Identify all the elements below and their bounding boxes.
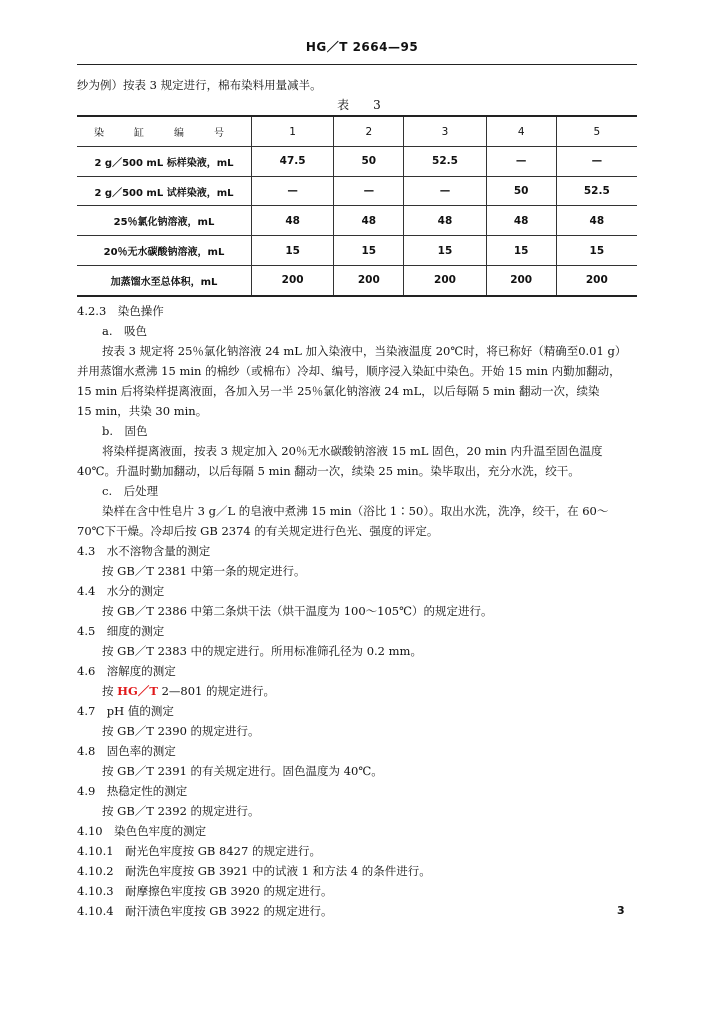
- section-heading-4-4: 4.4 水分的测定: [77, 584, 165, 598]
- table-cell: 200: [556, 265, 637, 296]
- table-cell: 48: [334, 206, 404, 236]
- section-heading-4-7: 4.7 pH 值的测定: [77, 704, 174, 718]
- table-cell: 50: [486, 176, 556, 206]
- table-cell: 48: [556, 206, 637, 236]
- table-cell: 48: [404, 206, 486, 236]
- paragraph-line: 按表 3 规定将 25％氯化钠溶液 24 mL 加入染液中，当染液温度 20℃时，将已称好（精确至0.01 g）: [102, 344, 627, 358]
- table-header-row: [77, 116, 637, 147]
- table-cell: 200: [334, 265, 404, 296]
- section-heading-4-5: 4.5 细度的测定: [77, 624, 165, 638]
- intro-line: 纱为例）按表 3 规定进行，棉布染料用量减半。: [77, 78, 322, 92]
- row-label: 2 g／500 mL 试样染液，mL: [77, 176, 252, 206]
- table-cell: 15: [404, 236, 486, 266]
- page-number: 3: [617, 904, 625, 917]
- paragraph-line: 按 GB／T 2386 中第二条烘干法（烘干温度为 100～105℃）的规定进行。: [102, 604, 493, 618]
- paragraph-line: 15 min，共染 30 min。: [77, 404, 208, 418]
- paragraph-line: 染样在含中性皂片 3 g／L 的皂液中煮沸 15 min（浴比 1∶50）。取出水洗，洗净，绞干，在 60～: [102, 504, 609, 518]
- column-header: 3: [404, 116, 486, 147]
- column-header: 1: [252, 116, 334, 147]
- highlighted-standard-code: HG／T: [117, 684, 158, 698]
- section-heading-4-6: 4.6 溶解度的测定: [77, 664, 176, 678]
- table-cell: —: [334, 176, 404, 206]
- standard-code-header: HG／T 2664—95: [305, 40, 419, 54]
- table-cell: —: [252, 176, 334, 206]
- subsection-a: a. 吸色: [102, 324, 148, 338]
- table-cell: 50: [334, 147, 404, 177]
- table-row: [77, 206, 637, 236]
- table-3: [77, 115, 637, 297]
- paragraph-line: 按 GB／T 2383 中的规定进行。所用标准筛孔径为 0.2 mm。: [102, 644, 422, 658]
- table-cell: 52.5: [556, 176, 637, 206]
- table-caption: 表 3: [337, 98, 387, 112]
- paragraph-line: 将染样提离液面，按表 3 规定加入 20％无水碳酸钠溶液 15 mL 固色，20 min 内升温至固色温度: [102, 444, 603, 458]
- table-cell: 15: [334, 236, 404, 266]
- row-label: 2 g／500 mL 标样染液，mL: [77, 147, 252, 177]
- paragraph-line: 按 GB／T 2390 的规定进行。: [102, 724, 260, 738]
- section-heading-4-8: 4.8 固色率的测定: [77, 744, 176, 758]
- header-rule: [77, 64, 637, 65]
- clause-4-10-3: 4.10.3 耐摩擦色牢度按 GB 3920 的规定进行。: [77, 884, 333, 898]
- clause-4-10-4: 4.10.4 耐汗渍色牢度按 GB 3922 的规定进行。: [77, 904, 333, 918]
- section-heading-4-10: 4.10 染色色牢度的测定: [77, 824, 207, 838]
- suffix-text: 2—801 的规定进行。: [161, 684, 275, 698]
- table-row: [77, 176, 637, 206]
- section-heading-4-3: 4.3 水不溶物含量的测定: [77, 544, 211, 558]
- table-cell: —: [486, 147, 556, 177]
- section-heading-4-9: 4.9 热稳定性的测定: [77, 784, 188, 798]
- paragraph-line: 15 min 后将染样提离液面，各加入另一半 25％氯化钠溶液 24 mL，以后每隔 5 min 翻动一次，续染: [77, 384, 600, 398]
- table-cell: 15: [486, 236, 556, 266]
- clause-4-10-2: 4.10.2 耐洗色牢度按 GB 3921 中的试液 1 和方法 4 的条件进行。: [77, 864, 431, 878]
- row-label: 20％无水碳酸钠溶液，mL: [77, 236, 252, 266]
- table-cell: 47.5: [252, 147, 334, 177]
- table-cell: 200: [486, 265, 556, 296]
- table-cell: 48: [486, 206, 556, 236]
- column-header: 4: [486, 116, 556, 147]
- table-cell: 52.5: [404, 147, 486, 177]
- table-cell: —: [556, 147, 637, 177]
- paragraph-line: 按 GB／T 2381 中第一条的规定进行。: [102, 564, 306, 578]
- column-header: 5: [556, 116, 637, 147]
- column-header: 2: [334, 116, 404, 147]
- paragraph-line: 按 GB／T 2391 的有关规定进行。固色温度为 40℃。: [102, 764, 383, 778]
- prefix-text: 按: [102, 684, 114, 698]
- table-cell: —: [404, 176, 486, 206]
- table-cell: 15: [556, 236, 637, 266]
- subsection-b: b. 固色: [102, 424, 148, 438]
- table-row: [77, 265, 637, 296]
- column-header-label: 染 缸 编 号: [77, 116, 252, 147]
- paragraph-line-4-6: [102, 683, 275, 699]
- table-cell: 15: [252, 236, 334, 266]
- table-row: [77, 236, 637, 266]
- paragraph-line: 并用蒸馏水煮沸 15 min 的棉纱（或棉布）冷却、编号，顺序浸入染缸中染色。开始 15 min 内勤加翻动，: [77, 364, 621, 378]
- row-label: 加蒸馏水至总体积，mL: [77, 265, 252, 296]
- clause-4-10-1: 4.10.1 耐光色牢度按 GB 8427 的规定进行。: [77, 844, 321, 858]
- subsection-c: c. 后处理: [102, 484, 159, 498]
- table-cell: 200: [252, 265, 334, 296]
- table-row: [77, 147, 637, 177]
- paragraph-line: 70℃下干燥。冷却后按 GB 2374 的有关规定进行色光、强度的评定。: [77, 524, 439, 538]
- section-heading-4-2-3: 4.2.3 染色操作: [77, 304, 164, 318]
- paragraph-line: 40℃。升温时勤加翻动，以后每隔 5 min 翻动一次，续染 25 min。染毕取出，充分水洗，绞干。: [77, 464, 580, 478]
- paragraph-line: 按 GB／T 2392 的规定进行。: [102, 804, 260, 818]
- table-cell: 48: [252, 206, 334, 236]
- table-cell: 200: [404, 265, 486, 296]
- row-label: 25％氯化钠溶液，mL: [77, 206, 252, 236]
